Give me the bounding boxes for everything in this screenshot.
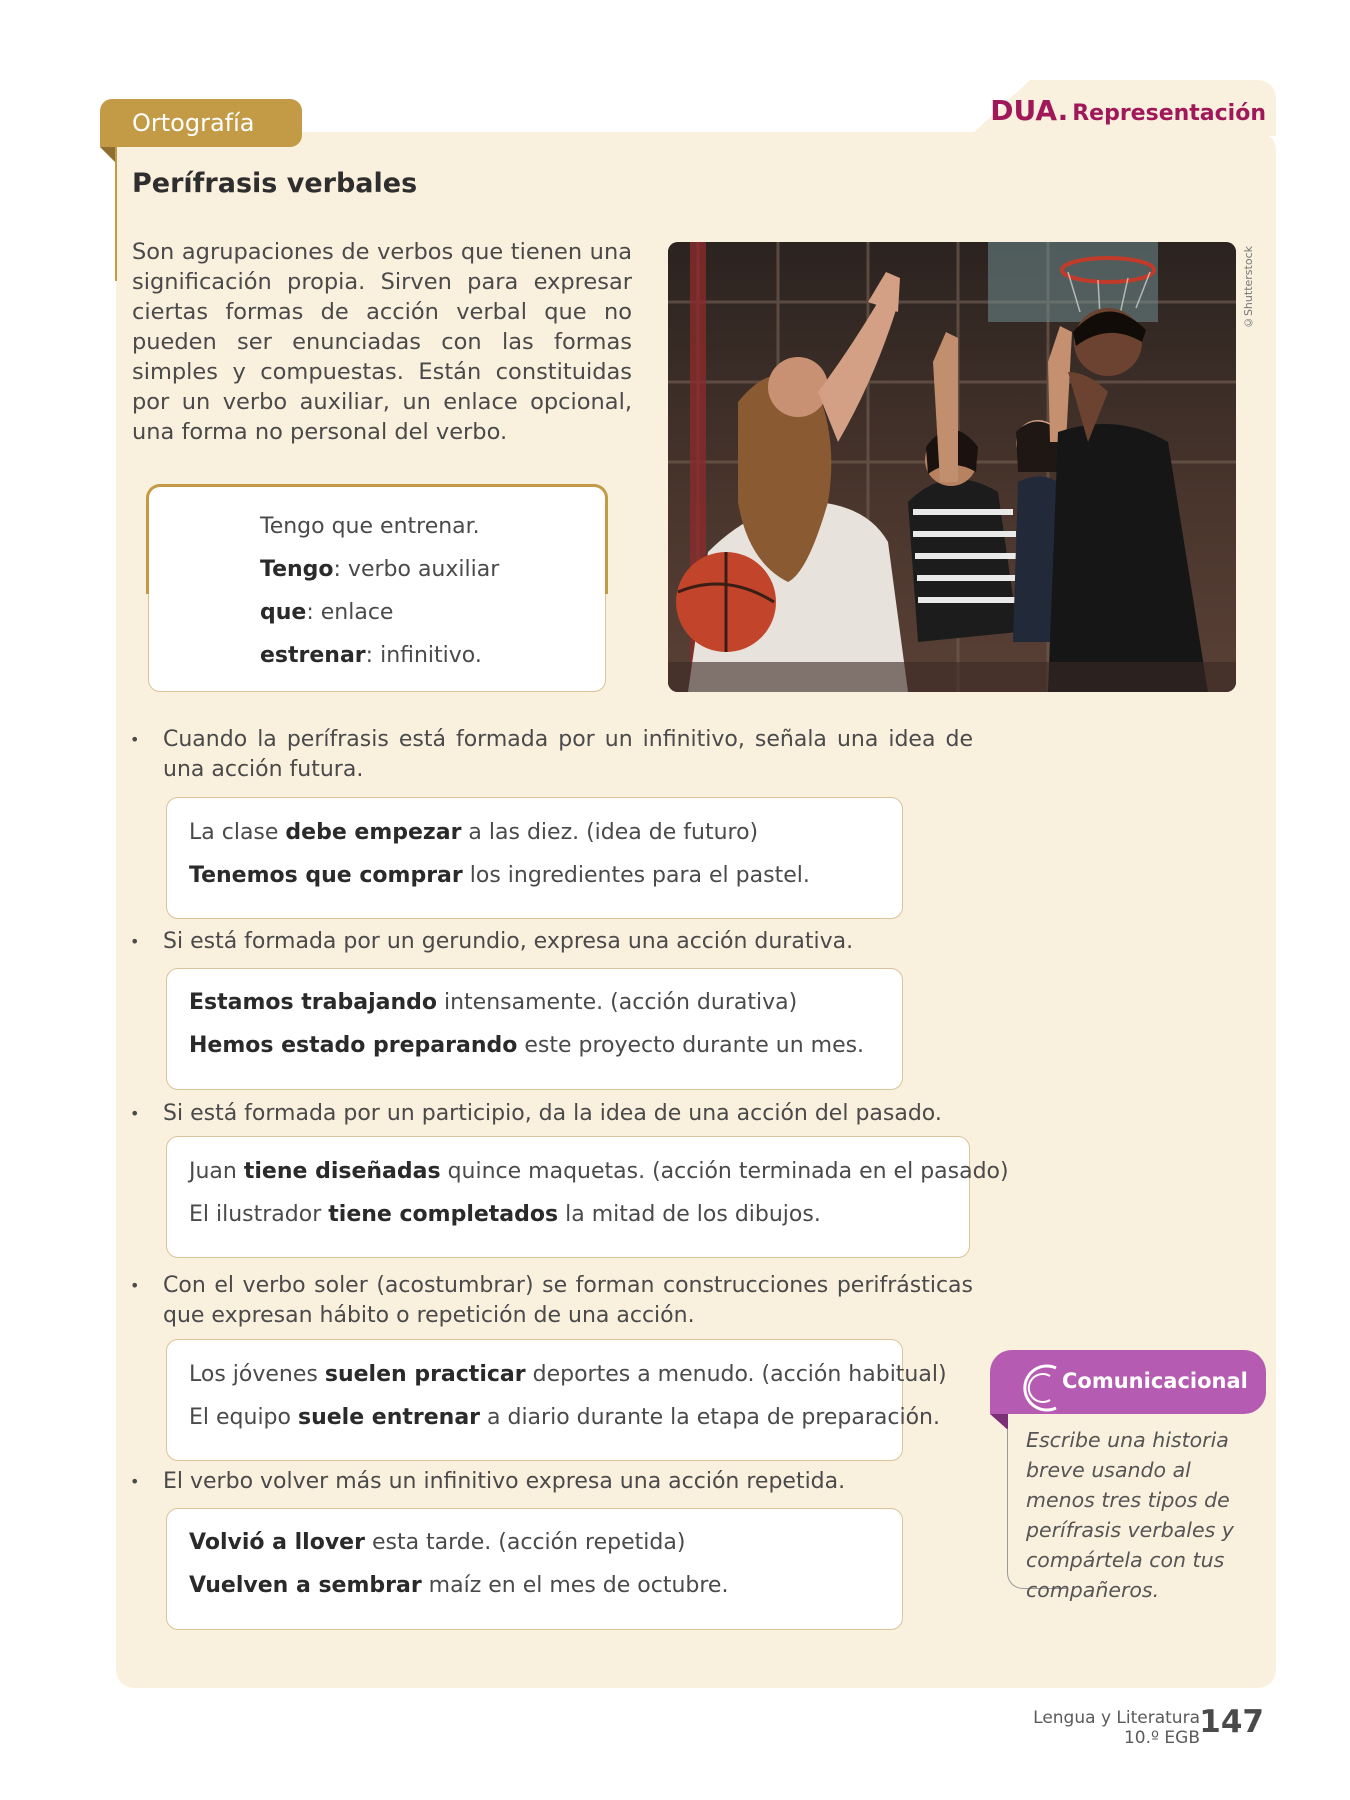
bullet-dot: •	[130, 1104, 140, 1123]
example-item-rest: : verbo auxiliar	[333, 557, 500, 582]
bullet-text: Si está formada por un participio, da la idea de una acción del pasado.	[163, 1101, 942, 1126]
bullet-dot: •	[130, 1472, 140, 1491]
footer-grade: 10.º EGB	[1123, 1728, 1200, 1748]
example-post: los ingredientes para el pastel.	[462, 863, 810, 888]
example-line	[189, 863, 810, 888]
example-line	[189, 1405, 940, 1430]
bullet-item	[130, 1271, 974, 1333]
page-number: 147	[1199, 1704, 1264, 1740]
intro-paragraph: Son agrupaciones de verbos que tienen una significación propia. Sirven para expresar ciertas formas de acción verbal que no pueden ser enunciadas con las formas simples y compuestas. Están constituidas por un verbo auxiliar, un enlace opcional, una forma no personal del verbo.	[132, 239, 632, 445]
example-card	[166, 1136, 1009, 1258]
example-bold: tiene completados	[328, 1202, 559, 1227]
example-post: quince maquetas. (acción terminada en el pasado)	[440, 1159, 1009, 1184]
example-pre: El ilustrador	[189, 1202, 329, 1227]
example-sentence: Tengo que entrenar.	[260, 514, 480, 539]
bullet-text: El verbo volver más un infinitivo expresa una acción repetida.	[163, 1469, 846, 1494]
example-line	[189, 990, 797, 1015]
example-item-bold: estrenar	[260, 643, 366, 668]
example-bold: suele entrenar	[297, 1405, 481, 1430]
bullet-dot: •	[130, 932, 140, 951]
example-line	[189, 1362, 947, 1387]
example-pre: El equipo	[189, 1405, 298, 1430]
footer-subject-name: Lengua y Literatura	[1033, 1708, 1200, 1728]
example-item-rest: : enlace	[306, 600, 394, 625]
example-post: a las diez. (idea de futuro)	[461, 820, 759, 845]
example-line	[189, 1033, 864, 1058]
example-post: esta tarde. (acción repetida)	[364, 1530, 686, 1555]
example-lines	[260, 505, 499, 677]
example-item-bold: Tengo	[260, 557, 334, 582]
example-card	[166, 797, 903, 919]
comunicacional-text: Escribe una historia breve usando al menos tres tipos de perífrasis verbales y compártela con tus compañeros.	[1026, 1428, 1234, 1602]
bullet-text: Con el verbo soler (acostumbrar) se forman construcciones perifrásticas que expresan hábito o repetición de una acción.	[163, 1273, 973, 1328]
section-tab-fold	[100, 147, 116, 163]
bullet-item	[130, 927, 974, 959]
example-post: intensamente. (acción durativa)	[437, 990, 798, 1015]
dua-label: DUA.	[990, 94, 1069, 127]
example-pre: Los jóvenes	[189, 1362, 325, 1387]
dua-heading	[990, 94, 1266, 127]
footer-subject	[1033, 1708, 1200, 1748]
example-post: este proyecto durante un mes.	[517, 1033, 865, 1058]
bullet-dot: •	[130, 730, 140, 749]
photo-credit: ©Shutterstock	[1242, 246, 1255, 330]
bullet-item	[130, 1467, 974, 1499]
example-card	[166, 1339, 947, 1461]
section-tab: Ortografía	[100, 99, 302, 147]
example-item	[260, 634, 499, 677]
example-item-bold: que	[260, 600, 307, 625]
example-card	[166, 968, 903, 1090]
basketball-team-photo	[668, 242, 1236, 692]
example-line	[189, 1530, 685, 1555]
dua-subtitle: Representación	[1072, 101, 1266, 126]
example-bold: debe empezar	[285, 820, 462, 845]
bullet-item	[130, 725, 974, 787]
example-card	[166, 1508, 903, 1630]
bullet-dot: •	[130, 1276, 140, 1295]
example-bold: Tenemos que comprar	[189, 863, 463, 888]
example-item	[260, 591, 499, 634]
example-post: la mitad de los dibujos.	[558, 1202, 821, 1227]
example-pre: Juan	[189, 1159, 244, 1184]
example-bold: Vuelven a sembrar	[189, 1573, 422, 1598]
example-post: deportes a menudo. (acción habitual)	[525, 1362, 947, 1387]
example-bold: suelen practicar	[324, 1362, 526, 1387]
example-line	[189, 1573, 728, 1598]
example-bold: Hemos estado preparando	[189, 1033, 518, 1058]
example-line	[189, 1202, 821, 1227]
example-bold: Volvió a llover	[189, 1530, 365, 1555]
page-title: Perífrasis verbales	[132, 168, 418, 199]
example-post: maíz en el mes de octubre.	[421, 1573, 729, 1598]
photo-illustration	[668, 242, 1236, 692]
example-pre: La clase	[189, 820, 286, 845]
comunicacional-c-icon	[1012, 1356, 1068, 1420]
section-tab-line	[115, 147, 117, 281]
bullet-text: Cuando la perífrasis está formada por un infinitivo, señala una idea de una acción futura.	[163, 727, 973, 782]
bullet-text: Si está formada por un gerundio, expresa una acción durativa.	[163, 929, 854, 954]
example-item	[260, 548, 499, 591]
example-line	[189, 820, 758, 845]
example-item-rest: : infinitivo.	[365, 643, 482, 668]
example-bold: tiene diseñadas	[243, 1159, 441, 1184]
example-bold: Estamos trabajando	[189, 990, 437, 1015]
comunicacional-label: Comunicacional	[1062, 1369, 1248, 1393]
example-post: a diario durante la etapa de preparación.	[480, 1405, 940, 1430]
bullet-item	[130, 1099, 974, 1131]
example-line	[189, 1159, 1009, 1184]
